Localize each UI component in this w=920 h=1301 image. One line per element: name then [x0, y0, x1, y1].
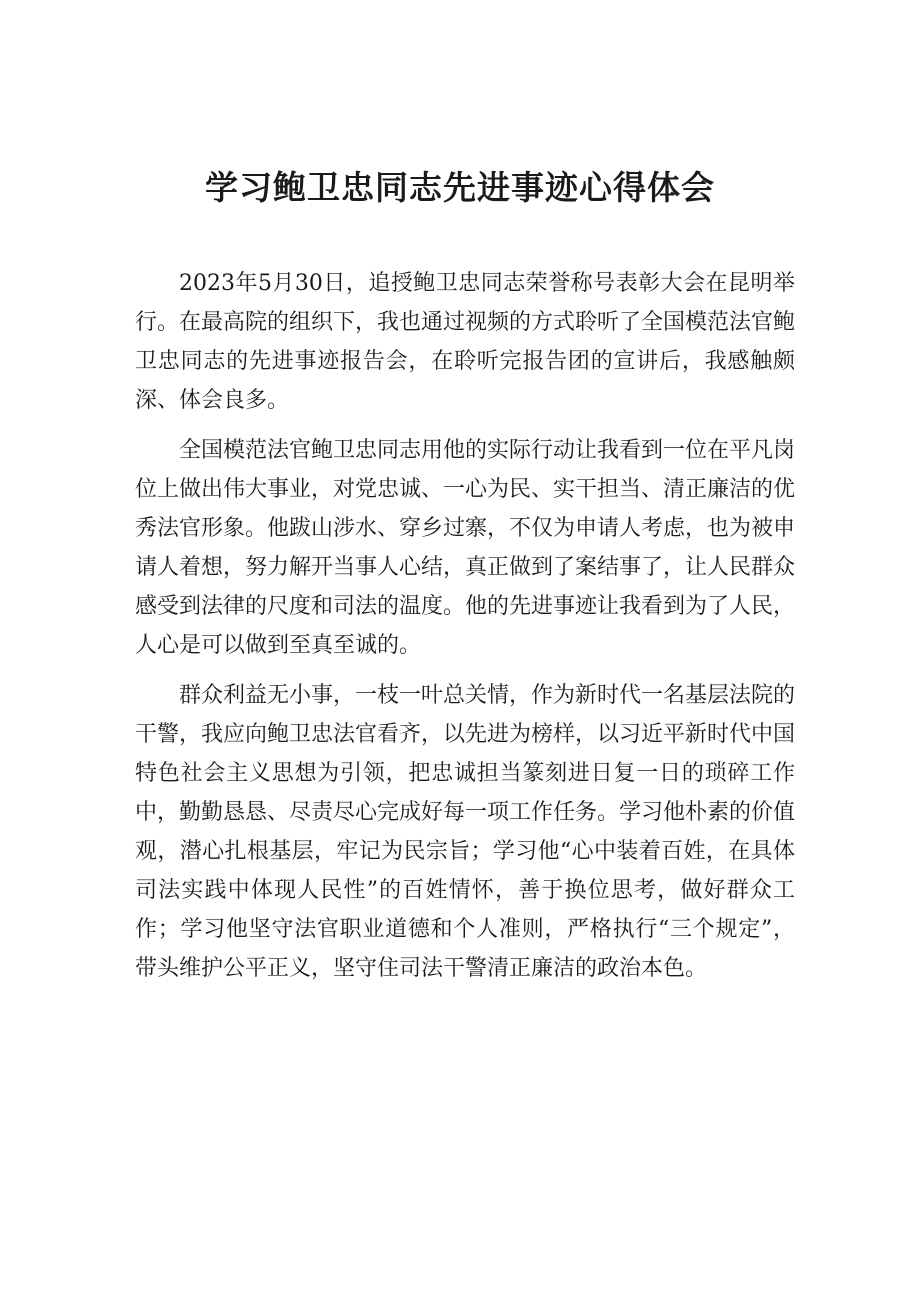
paragraph-3: 群众利益无小事，一枝一叶总关情，作为新时代一名基层法院的干警，我应向鲍卫忠法官看齐，以先进为榜样，以习近平新时代中国特色社会主义思想为引领，把忠诚担当篆刻进日复一日的琐碎工作中，勤勤恳恳、尽责尽心完成好每一项工作任务。学习他朴素的价值观，潜心扎根基层，牢记为民宗旨；学习他“心中装着百姓，在具体司法实践中体现人民性”的百姓情怀，善于换位思考，做好群众工作；学习他坚守法官职业道德和个人准则，严格执行“三个规定”，带头维护公平正义，坚守住司法干警清正廉洁的政治本色。	[135, 683, 796, 981]
paragraph-1: 2023年5月30日，追授鲍卫忠同志荣誉称号表彰大会在昆明举行。在最高院的组织下，我也通过视频的方式聆听了全国模范法官鲍卫忠同志的先进事迹报告会，在聆听完报告团的宣讲后，我感触颇深、体会良多。	[135, 271, 796, 413]
document-title: 学习鲍卫忠同志先进事迹心得体会	[205, 168, 715, 207]
document-body	[135, 264, 795, 999]
paragraph-2: 全国模范法官鲍卫忠同志用他的实际行动让我看到一位在平凡岗位上做出伟大事业，对党忠诚、一心为民、实干担当、清正廉洁的优秀法官形象。他跋山涉水、穿乡过寨，不仅为申请人考虑，也为被申请人着想，努力解开当事人心结，真正做到了案结事了，让人民群众感受到法律的尺度和司法的温度。他的先进事迹让我看到为了人民，人心是可以做到至真至诚的。	[135, 438, 796, 658]
